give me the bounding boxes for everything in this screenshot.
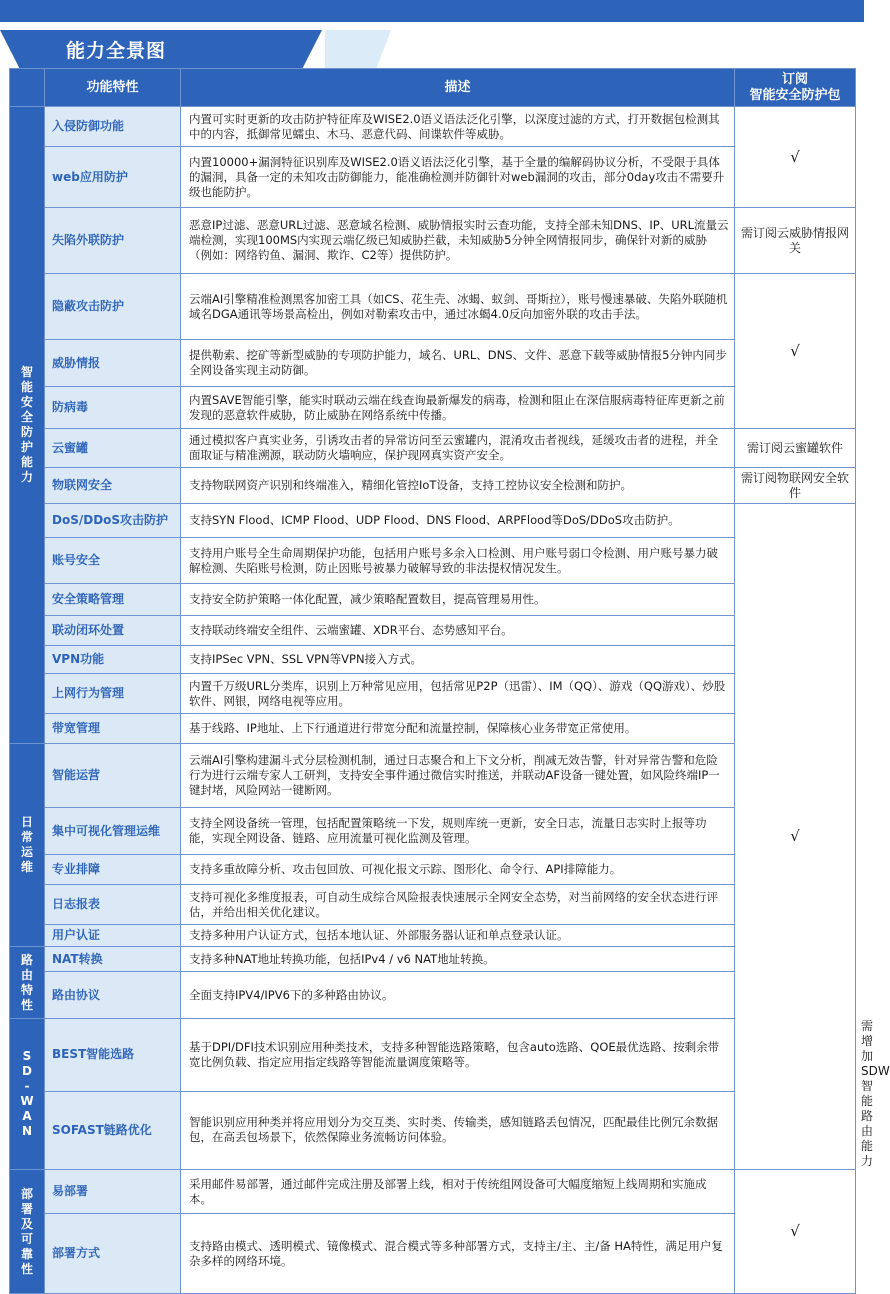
desc-cell: 全面支持IPV4/IPV6下的多种路由协议。 [181, 972, 735, 1019]
category-char: 力 [20, 470, 33, 484]
desc-cell: 提供勒索、挖矿等新型威胁的专项防护能力，域名、URL、DNS、文件、恶意下载等威胁情报5分钟内同步全网设备实现主动防御。 [181, 340, 735, 387]
category-char: 运 [20, 845, 33, 859]
desc-cell: 支持安全防护策略一体化配置，减少策略配置数目，提高管理易用性。 [181, 584, 735, 616]
desc-cell: 支持路由模式、透明模式、镜像模式、混合模式等多种部署方式，支持主/主、主/备 HA特性，满足用户复杂多样的网络环境。 [181, 1214, 735, 1294]
desc-cell: 采用邮件易部署，通过邮件完成注册及部署上线，相对于传统组网设备可大幅度缩短上线周期和实施成本。 [181, 1170, 735, 1214]
feature-cell: 物联网安全 [45, 468, 181, 504]
desc-cell: 支持多种用户认证方式，包括本地认证、外部服务器认证和单点登录认证。 [181, 925, 735, 947]
feature-cell: 失陷外联防护 [45, 208, 181, 274]
desc-cell: 支持全网设备统一管理，包括配置策略统一下发，规则库统一更新，安全日志，流量日志实时上报等功能，实现全网设备、链路、应用流量可视化监测及管理。 [181, 808, 735, 855]
table-row [10, 1091, 856, 1169]
category-char: 靠 [20, 1246, 33, 1261]
desc-cell: 基于DPI/DFI技术识别应用种类技术，支持多种智能选路策略，包含auto选路、QOE最优选路、按剩余带宽比例负载、指定应用指定线路等智能流量调度策略等。 [181, 1019, 735, 1092]
category-char: 特 [20, 982, 33, 997]
desc-cell: 支持IPSec VPN、SSL VPN等VPN接入方式。 [181, 646, 735, 674]
desc-cell: 支持可视化多维度报表，可自动生成综合风险报表快速展示全网安全态势，对当前网络的安全状态进行评估，并给出相关优化建议。 [181, 885, 735, 925]
category-char: 常 [20, 830, 33, 844]
category-char: 路 [20, 952, 33, 967]
feature-cell: web应用防护 [45, 147, 181, 208]
table-header-row [10, 69, 856, 107]
feature-cell: 防病毒 [45, 387, 181, 429]
desc-cell: 云端AI引擎精准检测黑客加密工具（如CS、花生壳、冰蝎、蚁剑、哥斯拉），账号慢速暴破、失陷外联随机域名DGA通讯等场景高检出，例如对勒索攻击中，通过冰蝎4.0反向加密外联的攻击手法。 [181, 274, 735, 340]
header-feature: 功能特性 [45, 69, 181, 107]
subscription-cell: √ [735, 107, 856, 208]
category-operations [10, 744, 45, 947]
section-banner [0, 30, 864, 68]
table-row [10, 584, 856, 616]
category-label [12, 1049, 42, 1139]
category-char: 性 [20, 997, 33, 1012]
header-subscription [735, 69, 856, 107]
feature-cell: 云蜜罐 [45, 429, 181, 468]
subscription-cell: √ [735, 274, 856, 429]
category-char: 防 [20, 425, 33, 439]
desc-cell: 恶意IP过滤、恶意URL过滤、恶意域名检测、威胁情报实时云查功能，支持全部未知DNS、IP、URL流量云端检测，实现100MS内实现云端亿级已知威胁拦截，未知威胁5分钟全网情报同步，确保针对新的威胁（例如：网络钓鱼、漏洞、欺诈、C2等）提供防护。 [181, 208, 735, 274]
subscription-cell: 需订阅云蜜罐软件 [735, 429, 856, 468]
header-sub-line1: 订阅 [781, 71, 808, 87]
table-row [10, 274, 856, 340]
table-row [10, 947, 856, 972]
table-row [10, 387, 856, 429]
table-row [10, 504, 856, 538]
feature-cell: 联动闭环处置 [45, 616, 181, 646]
feature-cell: 日志报表 [45, 885, 181, 925]
category-char: 日 [20, 815, 33, 829]
category-char: 能 [20, 455, 33, 469]
desc-cell: 支持联动终端安全组件、云端蜜罐、XDR平台、态势感知平台。 [181, 616, 735, 646]
feature-cell: 入侵防御功能 [45, 107, 181, 147]
feature-cell: DoS/DDoS攻击防护 [45, 504, 181, 538]
header-blank [10, 69, 45, 107]
table-row [10, 972, 856, 1019]
table-row: S D - W A N BEST智能选路 基于DPI/DFI技术识别应用种类技术，支持多种智能选路策略，包含auto选路、QOE最优选路、按剩余带宽比例负载、指定应用指定线路等智能流量调度策略等。 需增加SDW智能路由能力 [10, 1019, 856, 1092]
feature-cell: 上网行为管理 [45, 674, 181, 714]
category-label [12, 1187, 42, 1277]
desc-cell: 支持多重故障分析、攻击包回放、可视化报文示踪、图形化、命令行、API排障能力。 [181, 855, 735, 885]
category-char: 由 [20, 967, 33, 982]
category-char: 可 [20, 1231, 33, 1246]
feature-cell: VPN功能 [45, 646, 181, 674]
feature-cell: 智能运营 [45, 744, 181, 808]
feature-cell: 安全策略管理 [45, 584, 181, 616]
table-row [10, 808, 856, 855]
header-desc: 描述 [181, 69, 735, 107]
table-row [10, 885, 856, 925]
desc-cell: 支持多种NAT地址转换功能，包括IPv4 / v6 NAT地址转换。 [181, 947, 735, 972]
category-char: 维 [20, 860, 33, 874]
desc-cell: 支持物联网资产识别和终端准入，精细化管控IoT设备，支持工控协议安全检测和防护。 [181, 468, 735, 504]
banner-accent [325, 30, 391, 68]
table-row [10, 1170, 856, 1214]
category-char: 部 [20, 1186, 33, 1201]
feature-cell: 路由协议 [45, 972, 181, 1019]
desc-cell: 内置可实时更新的攻击防护特征库及WISE2.0语义语法泛化引擎，以深度过滤的方式，打开数据包检测其中的内容，抵御常见蠕虫、木马、恶意代码、间谍软件等威胁。 [181, 107, 735, 147]
table-row [10, 1214, 856, 1294]
table-row [10, 744, 856, 808]
category-char: 性 [20, 1261, 33, 1276]
subscription-cell: 需订阅物联网安全软件 [735, 468, 856, 504]
category-label [12, 815, 42, 875]
category-sdwan [10, 1019, 45, 1170]
category-char: S [22, 1049, 32, 1063]
table-row [10, 646, 856, 674]
desc-cell: 支持SYN Flood、ICMP Flood、UDP Flood、DNS Flood、ARPFlood等DoS/DDoS攻击防护。 [181, 504, 735, 538]
table-row [10, 107, 856, 147]
subscription-cell: 需订阅云威胁情报网关 [735, 208, 856, 274]
category-char: - [24, 1079, 30, 1093]
category-char: 署 [20, 1201, 33, 1216]
feature-cell: 专业排障 [45, 855, 181, 885]
table-row [10, 340, 856, 387]
desc-cell: 内置千万级URL分类库，识别上万种常见应用，包括常见P2P（迅雷）、IM（QQ）、游戏（QQ游戏）、炒股软件、网银，网络电视等应用。 [181, 674, 735, 714]
category-label [12, 953, 42, 1013]
feature-cell: 用户认证 [45, 925, 181, 947]
category-char: A [22, 1109, 32, 1123]
table-row [10, 208, 856, 274]
desc-cell: 智能识别应用种类并将应用划分为交互类、实时类、传输类，感知链路丢包情况，匹配最佳比例冗余数据包，在高丢包场景下，依然保障业务流畅访问体验。 [181, 1091, 735, 1169]
feature-cell: 账号安全 [45, 538, 181, 584]
table-row [10, 714, 856, 744]
desc-cell: 通过模拟客户真实业务，引诱攻击者的异常访问至云蜜罐内，混淆攻击者视线，延缓攻击者的进程，并全面取证与精准溯源，联动防火墙响应，保护现网真实资产安全。 [181, 429, 735, 468]
desc-cell: 云端AI引擎构建漏斗式分层检测机制，通过日志聚合和上下文分析，削减无效告警，针对异常告警和危险行为进行云端专家人工研判，支持安全事件通过微信实时推送，并联动AF设备一键处置，如风险终端IP一键封堵，风险网站一键断网。 [181, 744, 735, 808]
feature-cell: 易部署 [45, 1170, 181, 1214]
feature-cell: 隐蔽攻击防护 [45, 274, 181, 340]
table-row [10, 538, 856, 584]
feature-cell: 集中可视化管理运维 [45, 808, 181, 855]
category-deployment [10, 1170, 45, 1294]
category-label [12, 365, 42, 485]
category-char: W [20, 1094, 34, 1108]
table-row [10, 429, 856, 468]
category-char: 全 [20, 410, 33, 424]
category-routing [10, 947, 45, 1019]
category-char: 智 [20, 365, 33, 379]
feature-cell: 部署方式 [45, 1214, 181, 1294]
capability-table [9, 68, 890, 1294]
feature-cell: 威胁情报 [45, 340, 181, 387]
table-row [10, 855, 856, 885]
subscription-cell: √ [735, 504, 856, 1170]
table-row [10, 147, 856, 208]
subscription-cell: √ [735, 1170, 856, 1294]
feature-cell: 带宽管理 [45, 714, 181, 744]
feature-cell: NAT转换 [45, 947, 181, 972]
feature-cell: SOFAST链路优化 [45, 1091, 181, 1169]
table-row [10, 925, 856, 947]
desc-cell: 内置10000+漏洞特征识别库及WISE2.0语义语法泛化引擎，基于全量的编解码协议分析，不受限于具体的漏洞，具备一定的未知攻击防御能力，能准确检测并防御针对web漏洞的攻击，部分0day攻击不需要升级也能防护。 [181, 147, 735, 208]
category-char: 能 [20, 380, 33, 394]
category-char: 护 [20, 440, 33, 454]
category-char: 安 [20, 395, 33, 409]
category-char: N [21, 1124, 33, 1138]
table-row [10, 468, 856, 504]
category-security [10, 107, 45, 744]
header-sub-line2: 智能安全防护包 [749, 87, 841, 103]
table-row [10, 674, 856, 714]
desc-cell: 基于线路、IP地址、上下行通道进行带宽分配和流量控制，保障核心业务带宽正常使用。 [181, 714, 735, 744]
feature-cell: BEST智能选路 [45, 1019, 181, 1092]
category-char: D [22, 1064, 32, 1078]
top-color-bar [0, 0, 864, 22]
desc-cell: 内置SAVE智能引擎，能实时联动云端在线查询最新爆发的病毒，检测和阻止在深信服病毒特征库更新之前发现的恶意软件威胁，防止威胁在网络系统中传播。 [181, 387, 735, 429]
section-title: 能力全景图 [66, 40, 167, 62]
table-row [10, 616, 856, 646]
desc-cell: 支持用户账号全生命周期保护功能，包括用户账号多余入口检测、用户账号弱口令检测、用户账号暴力破解检测、失陷账号检测，防止因账号被暴力破解导致的非法提权情况发生。 [181, 538, 735, 584]
category-char: 及 [20, 1216, 33, 1231]
